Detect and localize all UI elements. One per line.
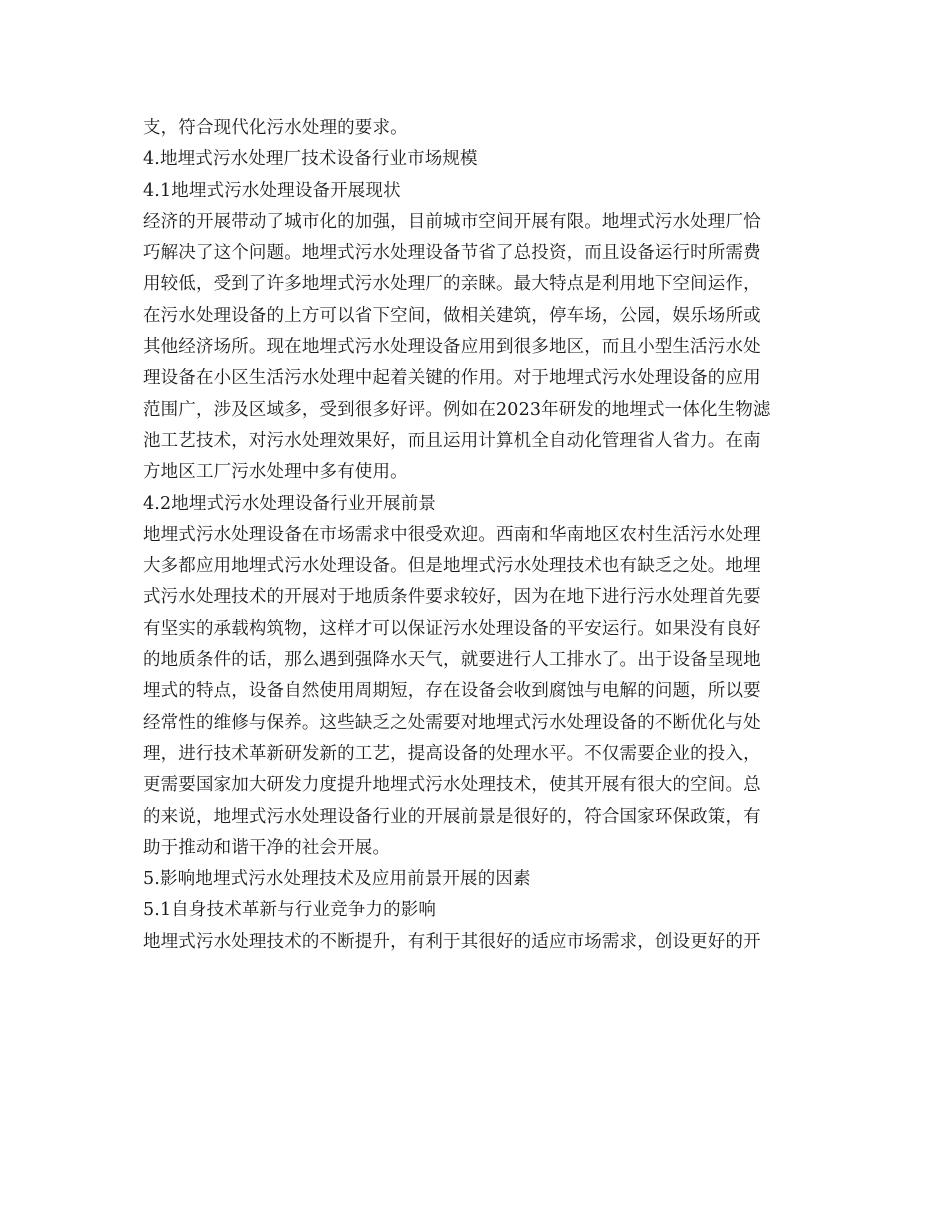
text-line: 其他经济场所。现在地埋式污水处理设备应用到很多地区，而且小型生活污水处 <box>143 337 761 358</box>
text-line: 理设备在小区生活污水处理中起着关键的作用。对于地埋式污水处理设备的应用 <box>143 368 761 389</box>
text-line: 地埋式污水处理设备在市场需求中很受欢迎。西南和华南地区农村生活污水处理 <box>143 524 761 545</box>
text-line: 的来说，地埋式污水处理设备行业的开展前景是很好的，符合国家环保政策，有 <box>143 806 761 827</box>
text-line: 理，进行技术革新研发新的工艺，提高设备的处理水平。不仅需要企业的投入， <box>143 743 761 764</box>
text-line: 用较低，受到了许多地埋式污水处理厂的亲睐。最大特点是利用地下空间运作， <box>143 274 761 295</box>
section-heading: 5.影响地埋式污水处理技术及应用前景开展的因素 <box>143 869 531 890</box>
text-line: 在污水处理设备的上方可以省下空间，做相关建筑，停车场，公园，娱乐场所或 <box>143 305 761 326</box>
text-line: 埋式的特点，设备自然使用周期短，存在设备会收到腐蚀与电解的问题，所以要 <box>143 681 761 702</box>
text-line: 巧解决了这个问题。地埋式污水处理设备节省了总投资，而且设备运行时所需费 <box>143 243 761 264</box>
text-line: 支，符合现代化污水处理的要求。 <box>143 118 408 138</box>
text-line: 范围广，涉及区域多，受到很多好评。例如在2023年研发的地埋式一体化生物滤 <box>143 399 771 420</box>
text-line: 的地质条件的话，那么遇到强降水天气，就要进行人工排水了。出于设备呈现地 <box>143 650 761 671</box>
text-line: 地埋式污水处理技术的不断提升，有利于其很好的适应市场需求，创设更好的开 <box>143 931 761 952</box>
section-heading: 4.地埋式污水处理厂技术设备行业市场规模 <box>143 149 478 170</box>
text-line: 式污水处理技术的开展对于地质条件要求较好，因为在地下进行污水处理首先要 <box>143 587 761 608</box>
subsection-heading: 4.1地埋式污水处理设备开展现状 <box>143 180 401 201</box>
text-line: 助于推动和谐干净的社会开展。 <box>143 837 391 858</box>
text-line: 大多都应用地埋式污水处理设备。但是地埋式污水处理技术也有缺乏之处。地埋 <box>143 556 761 577</box>
text-line: 经常性的维修与保养。这些缺乏之处需要对地埋式污水处理设备的不断优化与处 <box>143 712 761 733</box>
subsection-heading: 5.1自身技术革新与行业竞争力的影响 <box>143 900 437 921</box>
text-line: 方地区工厂污水处理中多有使用。 <box>143 462 408 483</box>
text-line: 有坚实的承载构筑物，这样才可以保证污水处理设备的平安运行。如果没有良好 <box>143 618 761 639</box>
document-body <box>143 113 823 958</box>
text-line: 更需要国家加大研发力度提升地埋式污水处理技术，使其开展有很大的空间。总 <box>143 775 761 796</box>
subsection-heading: 4.2地埋式污水处理设备行业开展前景 <box>143 493 437 514</box>
text-line: 池工艺技术，对污水处理效果好，而且运用计算机全自动化管理省人省力。在南 <box>143 430 761 451</box>
text-line: 经济的开展带动了城市化的加强，目前城市空间开展有限。地埋式污水处理厂恰 <box>143 211 761 232</box>
